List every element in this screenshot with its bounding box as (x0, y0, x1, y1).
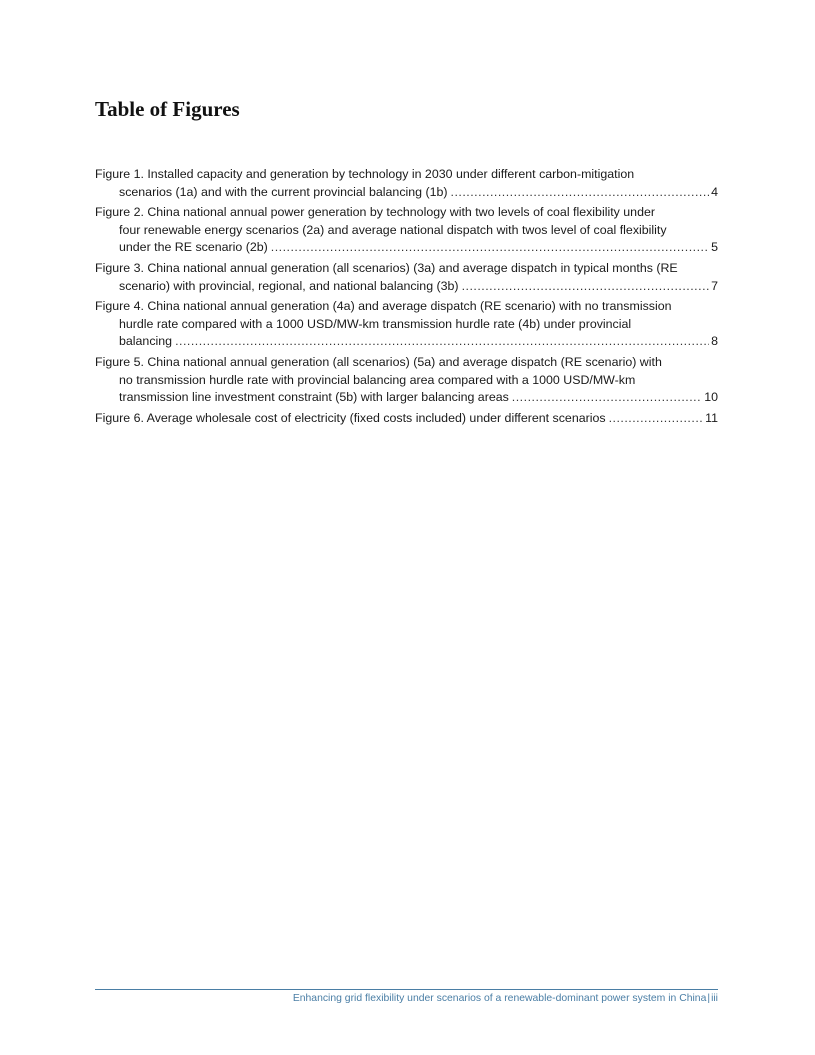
page-footer (95, 992, 718, 1006)
figure-entry-text: scenarios (1a) and with the current provincial balancing (1b) (119, 184, 448, 199)
footer-separator: | (707, 993, 711, 1004)
figure-entry-5[interactable] (95, 354, 718, 407)
figure-entry-last-line (95, 389, 718, 407)
figure-entry-line: Figure 4. China national annual generation (4a) and average dispatch (RE scenario) with no transmission (95, 299, 672, 314)
figure-entry-last-line (95, 184, 718, 202)
figure-entry-last-line (95, 278, 718, 296)
figure-entry-line: Figure 2. China national annual power generation by technology with two levels of coal flexibility under (95, 205, 655, 220)
figure-entry-4[interactable] (95, 298, 718, 351)
figure-entry-line: hurdle rate compared with a 1000 USD/MW-km transmission hurdle rate (4b) under provincial (119, 316, 632, 331)
figure-entry-text: transmission line investment constraint (5b) with larger balancing areas (119, 390, 509, 405)
figure-entry-2[interactable] (95, 204, 718, 257)
page-number[interactable]: 7 (711, 278, 718, 293)
figure-entry-last-line (95, 333, 718, 351)
page-title: Table of Figures (95, 97, 240, 121)
page-number[interactable]: 5 (711, 240, 718, 255)
figure-entry-6[interactable] (95, 410, 718, 428)
figure-entry-line: four renewable energy scenarios (2a) and average national dispatch with twos level of coal flexibility (119, 222, 667, 237)
footer-divider (95, 989, 718, 990)
figure-entry-last-line (95, 239, 718, 257)
figure-entry-last-line (95, 410, 718, 428)
figure-entry-line: no transmission hurdle rate with provincial balancing area compared with a 1000 USD/MW-km (119, 372, 636, 387)
figure-entry-1[interactable] (95, 166, 718, 201)
figure-entry-3[interactable] (95, 260, 718, 295)
figure-entry-text: scenario) with provincial, regional, and national balancing (3b) (119, 278, 459, 293)
figure-entry-line: Figure 5. China national annual generation (all scenarios) (5a) and average dispatch (RE scenario) with (95, 354, 662, 369)
dot-leader (451, 184, 710, 202)
figure-entry-text: Figure 6. Average wholesale cost of electricity (fixed costs included) under different scenarios (95, 410, 606, 425)
dot-leader (512, 389, 702, 407)
footer-page-number: iii (711, 993, 718, 1004)
page-number[interactable]: 10 (704, 390, 718, 405)
figure-entry-line: Figure 3. China national annual generation (all scenarios) (3a) and average dispatch in typical months (RE (95, 260, 678, 275)
footer-document-title: Enhancing grid flexibility under scenarios of a renewable-dominant power system in China (292, 993, 707, 1004)
figure-entry-text: under the RE scenario (2b) (119, 240, 268, 255)
page-number[interactable]: 8 (711, 334, 718, 349)
table-of-figures-list (95, 166, 718, 430)
figure-entry-line: Figure 1. Installed capacity and generation by technology in 2030 under different carbon-mitigation (95, 167, 635, 181)
dot-leader (271, 239, 709, 257)
page-number[interactable]: 11 (705, 410, 718, 425)
dot-leader (462, 278, 710, 296)
figure-entry-text: balancing (119, 334, 173, 349)
page-number[interactable]: 4 (711, 184, 718, 199)
dot-leader (609, 410, 704, 428)
dot-leader (175, 333, 709, 351)
